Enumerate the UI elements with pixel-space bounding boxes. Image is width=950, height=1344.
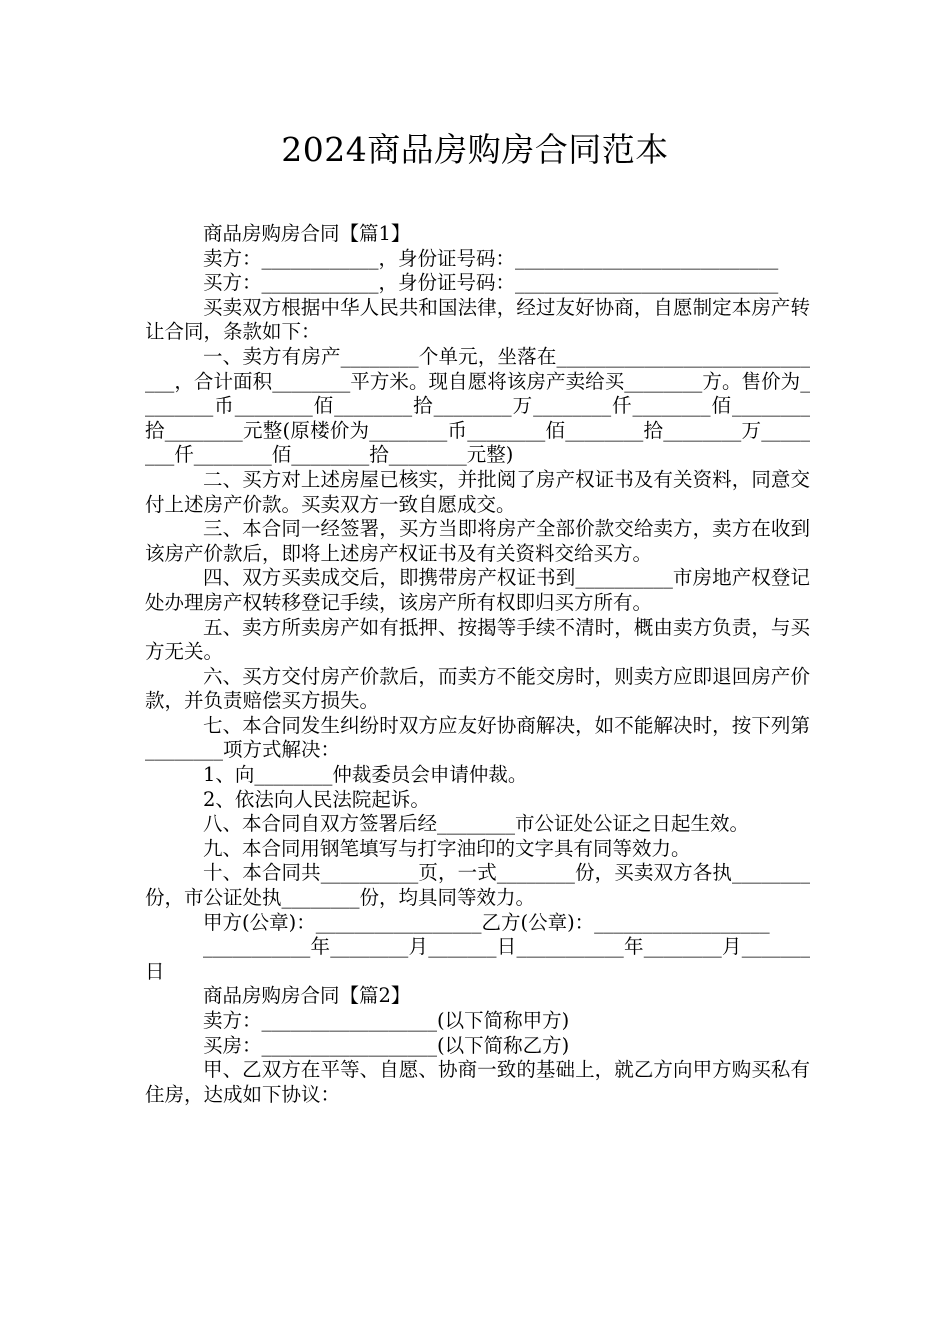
paragraph: 九、本合同用钢笔填写与打字油印的文字具有同等效力。 — [203, 836, 691, 860]
paragraph: ___________年________月_______日___________年________月_______日 — [145, 935, 810, 983]
paragraph: 商品房购房合同【篇2】 — [203, 984, 411, 1008]
paragraph: 一、卖方有房产________个单元，坐落在_____________________________，合计面积________平方米。现自愿将该房产卖给买________方。售价为________币________佰________拾________万________仟________佰________拾________元整(原楼价为________币________佰________拾________万________仟________佰________拾________元整) — [145, 344, 810, 467]
paragraph: 卖方：__________________(以下简称甲方) — [203, 1009, 570, 1032]
paragraph: 甲、乙双方在平等、自愿、协商一致的基础上，就乙方向甲方购买私有住房，达成如下协议： — [145, 1058, 810, 1106]
paragraph: 2、依法向人民法院起诉。 — [203, 787, 430, 811]
paragraph: 四、双方买卖成交后，即携带房产权证书到__________市房地产权登记处办理房产权转移登记手续，该房产所有权即归买方所有。 — [145, 566, 810, 614]
document-title: 2024商品房购房合同范本 — [281, 130, 669, 169]
paragraph: 十、本合同共__________页，一式________份，买卖双方各执________份，市公证处执________份，均具同等效力。 — [145, 861, 810, 910]
paragraph: 商品房购房合同【篇1】 — [203, 222, 411, 245]
paragraph: 三、本合同一经签署，买方当即将房产全部价款交给卖方，卖方在收到该房产价款后，即将上述房产权证书及有关资料交给买方。 — [145, 517, 810, 565]
paragraph: 七、本合同发生纠纷时双方应友好协商解决，如不能解决时，按下列第________项方式解决： — [145, 713, 810, 762]
document-body — [145, 222, 810, 1107]
paragraph: 二、买方对上述房屋已核实，并批阅了房产权证书及有关资料，同意交付上述房产价款。买卖双方一致自愿成交。 — [145, 467, 810, 516]
paragraph: 1、向________仲裁委员会申请仲裁。 — [203, 763, 528, 787]
paragraph: 六、买方交付房产价款后，而卖方不能交房时，则卖方应即退回房产价款，并负责赔偿买方损失。 — [145, 664, 810, 713]
paragraph: 甲方(公章)：_________________乙方(公章)：__________________ — [203, 910, 770, 934]
paragraph: 八、本合同自双方签署后经________市公证处公证之日起生效。 — [203, 812, 750, 836]
paragraph: 买方：____________，身份证号码：___________________________ — [203, 271, 779, 295]
paragraph: 卖方：____________，身份证号码：___________________________ — [203, 246, 779, 270]
paragraph: 买房：__________________(以下简称乙方) — [203, 1033, 570, 1057]
paragraph: 五、卖方所卖房产如有抵押、按揭等手续不清时，概由卖方负责，与买方无关。 — [145, 615, 810, 664]
paragraph: 买卖双方根据中华人民共和国法律，经过友好协商，自愿制定本房产转让合同，条款如下： — [145, 295, 810, 344]
